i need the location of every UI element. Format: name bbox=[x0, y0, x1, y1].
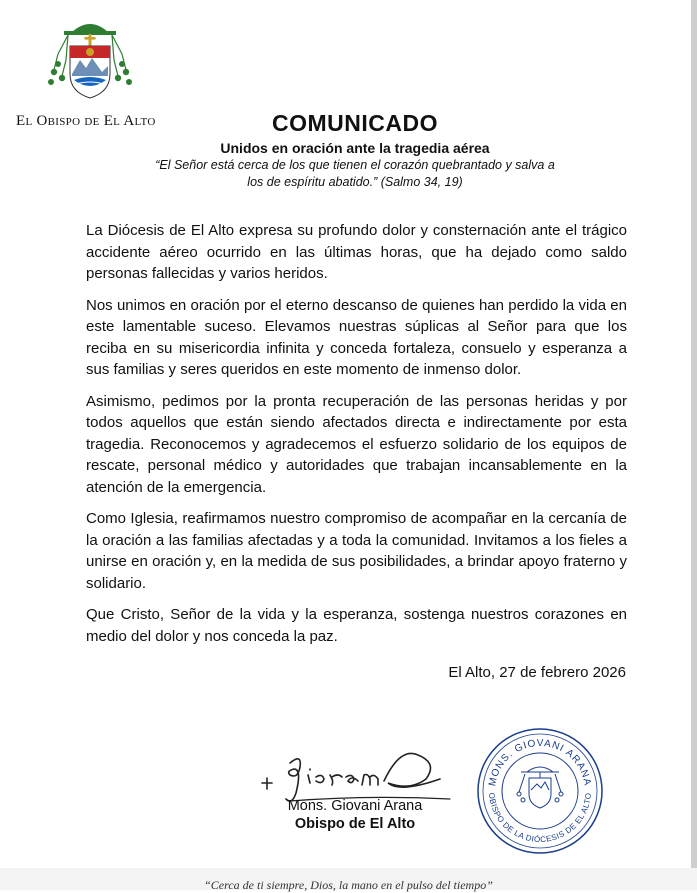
official-seal-stamp bbox=[475, 726, 605, 856]
psalm-epigraph: “El Señor está cerca de los que tienen el corazón quebrantado y salva a los de espíritu abatido.” (Salmo 34, 19) bbox=[155, 158, 555, 189]
office-name: El Obispo de El Alto bbox=[16, 113, 156, 129]
paragraph-1: La Diócesis de El Alto expresa su profundo dolor y consternación ante el trágico accidente aéreo ocurrido en las últimas horas, que ha dejado como saldo personas fallecidas y varios heridos. bbox=[86, 222, 627, 282]
svg-text:MONS. GIOVANI ARANA bbox=[487, 738, 593, 787]
episcopal-coat-of-arms-icon bbox=[46, 14, 134, 104]
document-title: COMUNICADO bbox=[272, 110, 438, 136]
date-line: El Alto, 27 de febrero 2026 bbox=[448, 664, 626, 681]
paragraph-3: Asimismo, pedimos por la pronta recuperación de las personas heridas y por todos aquellos que están siendo afectados directa e indirectamente por esta tragedia. Reconocemos y agradecemos el esfuerzo solidario de los equipos de rescate, personal médico y autoridades que trabajan incansablemente en la atención de la emergencia. bbox=[86, 392, 627, 496]
document-subtitle: Unidos en oración ante la tragedia aérea bbox=[220, 140, 490, 156]
communique-body bbox=[86, 220, 627, 657]
signer-name: Mons. Giovani Arana bbox=[287, 798, 423, 814]
paragraph-2: Nos unimos en oración por el eterno descanso de quienes han perdido la vida en este lamentable suceso. Elevamos nuestras súplicas al Señor para que los reciba en su misericordia infinita y conceda fortaleza, consuelo y esperanza a sus familias y seres queridos en este momento de inmenso dolor. bbox=[86, 296, 627, 378]
seal-bottom-text: OBISPO DE LA DIÓCESIS DE EL ALTO bbox=[486, 792, 594, 845]
footer-quote: “Cerca de ti siempre, Dios, la mano en el pulso del tiempo” bbox=[204, 878, 493, 892]
paragraph-4: Como Iglesia, reafirmamos nuestro compromiso de acompañar en la cercanía de la oración a las familias afectadas y a toda la comunidad. Invitamos a los fieles a unirse en oración y, en la medida de sus posibilidades, a brindar apoyo fraterno y solidario. bbox=[86, 510, 627, 592]
paragraph-5: Que Cristo, Señor de la vida y la esperanza, sostenga nuestros corazones en medio del dolor y nos conceda la paz. bbox=[86, 606, 627, 645]
signer-title: Obispo de El Alto bbox=[294, 816, 416, 832]
seal-top-text: MONS. GIOVANI ARANA bbox=[487, 737, 593, 788]
